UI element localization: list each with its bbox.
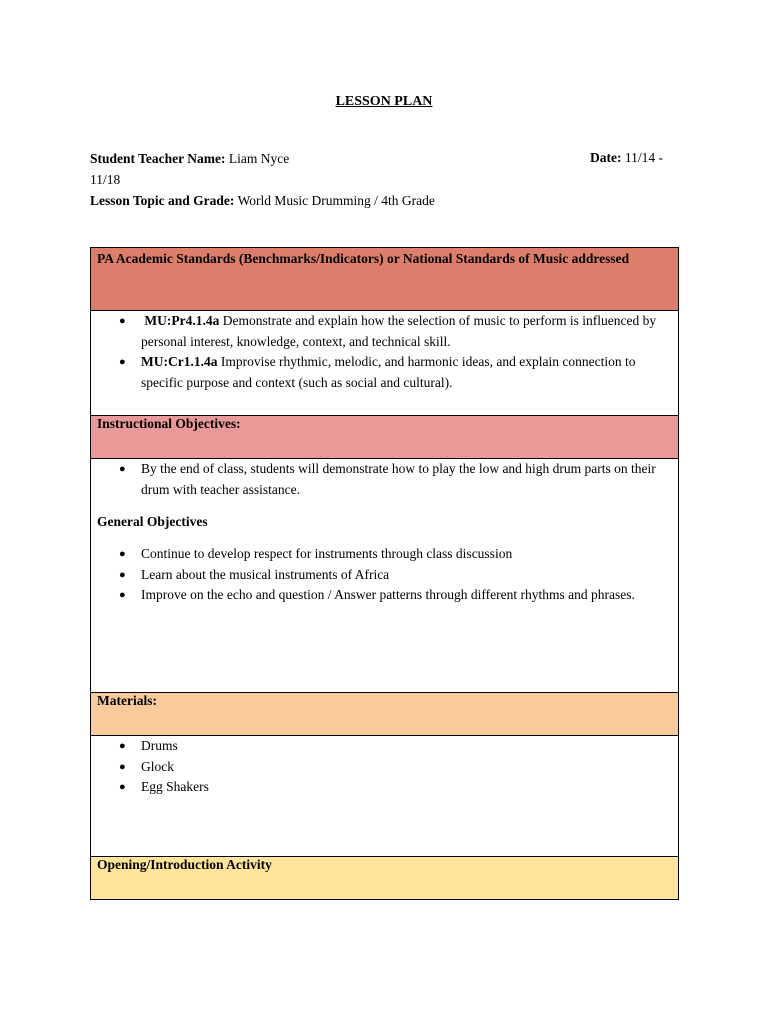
list-item: ● Drums <box>141 736 672 757</box>
list-item: ● Continue to develop respect for instruments through class discussion <box>141 544 672 565</box>
page-title: LESSON PLAN <box>335 94 433 109</box>
list-item: ● Glock <box>141 757 672 778</box>
list-item <box>141 311 672 352</box>
objectives-body-row <box>91 459 679 693</box>
standards-list <box>97 311 672 393</box>
opening-header-row <box>91 857 679 900</box>
objectives-list <box>97 459 672 500</box>
date-value: 11/14 - <box>624 150 663 165</box>
materials-list <box>97 736 672 798</box>
date-line <box>590 150 663 166</box>
materials-body-row <box>91 736 679 857</box>
objectives-header: Instructional Objectives: <box>91 416 679 459</box>
topic-line <box>90 190 680 211</box>
topic-label: Lesson Topic and Grade: <box>90 193 235 208</box>
student-teacher-label: Student Teacher Name: <box>90 151 226 166</box>
opening-header: Opening/Introduction Activity <box>91 857 679 900</box>
general-objectives-heading: General Objectives <box>97 514 208 529</box>
standards-header-row <box>91 248 679 311</box>
materials-header: Materials: <box>91 693 679 736</box>
standard-code: MU:Cr1.1.4a <box>141 354 218 369</box>
list-item: ● By the end of class, students will demonstrate how to play the low and high drum parts on their drum with teacher assistance. <box>141 459 672 500</box>
date-label: Date: <box>590 150 622 165</box>
general-objectives-list <box>97 544 672 606</box>
date-continuation: 11/18 <box>90 172 121 187</box>
standard-text: Demonstrate and explain how the selection of music to perform is influenced by personal interest, knowledge, context, and technical skill. <box>141 313 657 349</box>
objectives-header-row <box>91 416 679 459</box>
standards-body-row <box>91 311 679 416</box>
student-teacher-value: Liam Nyce <box>228 151 290 166</box>
standard-text: Improvise rhythmic, melodic, and harmonic ideas, and explain connection to specific purpose and context (such as social and cultural). <box>141 354 636 390</box>
standards-header: PA Academic Standards (Benchmarks/Indicators) or National Standards of Music addressed <box>91 248 679 311</box>
lesson-plan-table <box>90 247 679 900</box>
list-item <box>141 352 672 393</box>
list-item: ● Learn about the musical instruments of Africa <box>141 565 672 586</box>
standard-code: MU:Pr4.1.4a <box>144 313 220 328</box>
materials-header-row <box>91 693 679 736</box>
list-item: ● Improve on the echo and question / Answer patterns through different rhythms and phrases. <box>141 585 672 606</box>
topic-value: World Music Drumming / 4th Grade <box>237 193 435 208</box>
list-item: ● Egg Shakers <box>141 777 672 798</box>
